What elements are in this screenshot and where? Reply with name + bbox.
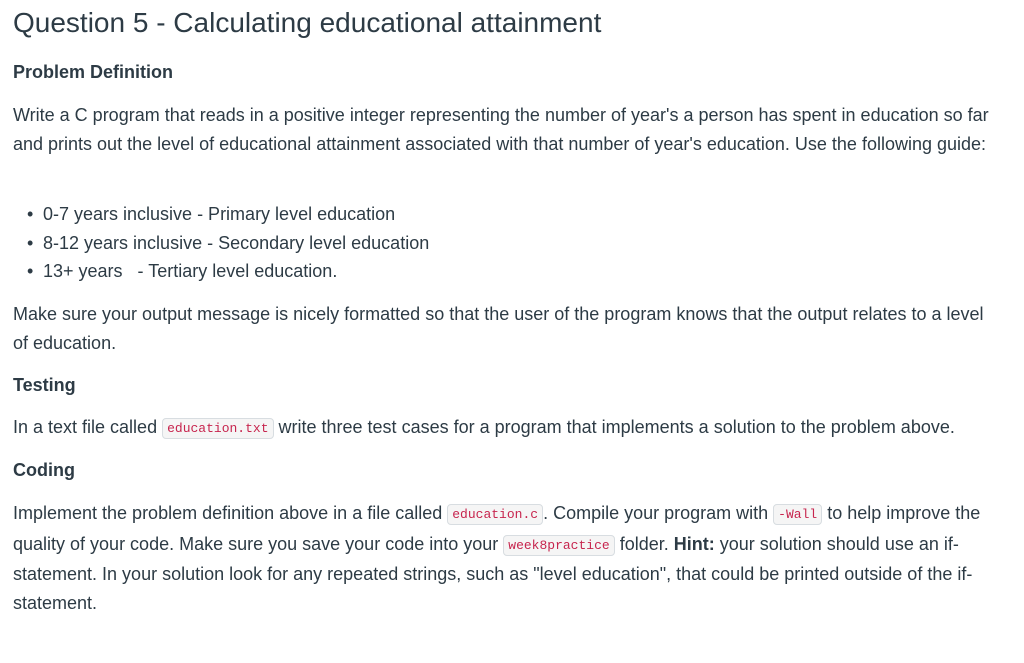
coding-text: your solution should use an if-statement. In your solution look for any repeated strings, such as "level education", that could be printed outside of the if-statement. bbox=[13, 533, 973, 613]
testing-paragraph bbox=[13, 413, 1003, 444]
education-levels-list bbox=[13, 200, 429, 286]
list-item-text: 0-7 years inclusive - Primary level education bbox=[43, 204, 396, 224]
coding-heading: Coding bbox=[13, 460, 75, 480]
page-title: Question 5 - Calculating educational attainment bbox=[13, 7, 602, 38]
coding-text: Implement the problem definition above in a file called bbox=[13, 503, 448, 523]
filename-code: education.c bbox=[447, 504, 543, 525]
testing-heading: Testing bbox=[13, 375, 76, 395]
list-item-text: 8-12 years inclusive - Secondary level education bbox=[43, 232, 430, 253]
folder-code: week8practice bbox=[503, 535, 614, 556]
problem-definition-paragraph: Write a C program that reads in a positive integer representing the number of year's a person has spent in education so far and prints out the level of educational attainment associated with that number of year's education. Use the following guide: bbox=[13, 105, 989, 154]
coding-text: to help improve the quality of your code. Make sure you save your code into your bbox=[13, 503, 981, 554]
hint-label: Hint: bbox=[673, 533, 715, 554]
bullet-icon: • bbox=[27, 261, 34, 281]
coding-paragraph bbox=[13, 499, 1003, 617]
coding-text: folder. bbox=[614, 533, 674, 554]
list-item bbox=[13, 200, 429, 229]
output-format-paragraph: Make sure your output message is nicely formatted so that the user of the program knows that the output relates to a level of education. bbox=[13, 304, 984, 353]
coding-text: . Compile your program with bbox=[543, 503, 774, 523]
testing-text: In a text file called bbox=[13, 417, 163, 437]
compiler-flag-code: -Wall bbox=[773, 504, 822, 525]
problem-definition-heading: Problem Definition bbox=[13, 62, 174, 82]
list-item bbox=[13, 257, 429, 286]
list-item-text: 13+ years - Tertiary level education. bbox=[43, 261, 338, 281]
testing-text: write three test cases for a program that implements a solution to the problem above. bbox=[273, 417, 955, 437]
list-item bbox=[13, 229, 429, 258]
filename-code: education.txt bbox=[162, 418, 273, 439]
bullet-icon: • bbox=[27, 232, 34, 253]
bullet-icon: • bbox=[27, 204, 34, 224]
